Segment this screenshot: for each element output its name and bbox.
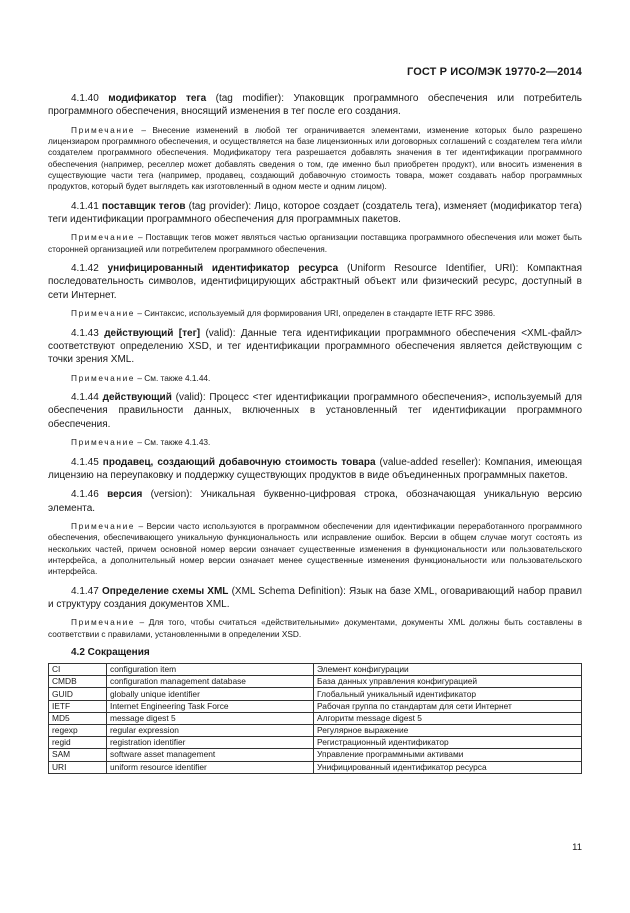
term: действующий [тег] (104, 327, 201, 339)
definition-paragraph (48, 92, 582, 119)
table-row (49, 700, 582, 712)
abbreviation-cell: CI (49, 664, 107, 676)
definition-paragraph (48, 488, 582, 515)
abbreviation-cell: URI (49, 761, 107, 773)
note-label: Примечание (71, 437, 136, 448)
note-label: Примечание (71, 521, 136, 532)
russian-term-cell: Элемент конфигурации (314, 664, 582, 676)
russian-term-cell: Глобальный уникальный идентификатор (314, 688, 582, 700)
definition-paragraph (48, 456, 582, 483)
note-label: Примечание (71, 617, 136, 628)
note-text: – См. также 4.1.44. (135, 372, 211, 383)
note-paragraph (48, 232, 582, 255)
definition-paragraph (48, 262, 582, 302)
term: продавец, создающий добавочную стоимость товара (102, 456, 376, 468)
term: действующий (102, 392, 172, 404)
clause-number: 4.1.45 (71, 456, 99, 468)
note-label: Примечание (71, 372, 136, 383)
page-number: 11 (572, 842, 582, 853)
note-text: – Поставщик тегов может являться частью организации поставщика программного обеспечения или может быть сторонней организацией или потребителем программного обеспечения. (48, 232, 582, 254)
note-text: – Для того, чтобы считаться «действительными» документами, документы XML должны быть составлены в соответствии с правилами, установленными в определении XSD. (48, 617, 582, 639)
definition-paragraph (48, 200, 582, 227)
russian-term-cell: Регулярное выражение (314, 725, 582, 737)
note-paragraph (48, 617, 582, 640)
clause-number: 4.1.40 (71, 93, 99, 104)
english-term-cell: regular expression (107, 725, 314, 737)
definition-text: (XML Schema Definition): Язык на базе XML, оговаривающий набор правил и структуру создания документов XML. (48, 585, 583, 611)
definition-text: (tag provider): Лицо, которое создает (создатель тега), изменяет (модификатор тега) теги идентификации программного обеспечения для программных пакетов. (48, 200, 582, 225)
note-text: – Синтаксис, используемый для формирования URI, определен в стандарте IETF RFC 3986. (135, 308, 496, 319)
abbreviation-cell: regid (49, 737, 107, 749)
english-term-cell: software asset management (107, 749, 314, 761)
abbreviation-cell: MD5 (49, 712, 107, 724)
table-row (49, 761, 582, 773)
table-row (49, 749, 582, 761)
clause-number: 4.1.46 (71, 489, 99, 501)
russian-term-cell: Алгоритм message digest 5 (314, 712, 582, 724)
table-row (49, 676, 582, 688)
english-term-cell: configuration item (107, 664, 314, 676)
term: унифицированный идентификатор ресурса (107, 263, 339, 274)
clause-number: 4.1.43 (71, 327, 99, 339)
section-heading: 4.2 Сокращения (71, 647, 150, 659)
definitions-list (48, 92, 582, 640)
note-paragraph (48, 308, 582, 319)
english-term-cell: globally unique identifier (107, 688, 314, 700)
note-paragraph (48, 437, 582, 448)
note-paragraph (48, 125, 582, 193)
russian-term-cell: Рабочая группа по стандартам для сети Интернет (314, 700, 582, 712)
abbreviation-cell: CMDB (49, 676, 107, 688)
clause-number: 4.1.41 (71, 200, 99, 212)
document-header: ГОСТ Р ИСО/МЭК 19770-2—2014 (407, 66, 582, 78)
russian-term-cell: База данных управления конфигурацией (314, 676, 582, 688)
clause-number: 4.1.44 (71, 392, 99, 404)
table-row (49, 725, 582, 737)
note-paragraph (48, 521, 582, 577)
clause-number: 4.1.47 (71, 585, 99, 597)
term: версия (107, 489, 143, 501)
abbreviation-cell: IETF (49, 700, 107, 712)
russian-term-cell: Регистрационный идентификатор (314, 737, 582, 749)
table-row (49, 664, 582, 676)
table-row (49, 737, 582, 749)
english-term-cell: uniform resource identifier (107, 761, 314, 773)
english-term-cell: registration identifier (107, 737, 314, 749)
abbreviation-cell: GUID (49, 688, 107, 700)
table-row (49, 712, 582, 724)
definition-text: (valid): Процесс <тег идентификации программного обеспечения>, используемый для обеспечения правильности данных, включенных в установленный тег идентификации программного обеспечения. (48, 392, 583, 430)
note-paragraph (48, 373, 582, 384)
abbreviations-table (48, 663, 582, 774)
term: модификатор тега (108, 93, 207, 104)
definition-text: (Uniform Resource Identifier, URI): Компактная последовательность символов, идентифицирующих абстрактный объект или физический ресурс, доступный в сети Интернет. (48, 263, 582, 301)
definition-paragraph (48, 327, 582, 367)
definition-paragraph (48, 585, 582, 612)
note-label: Примечание (71, 308, 136, 319)
table-row (49, 688, 582, 700)
english-term-cell: configuration management database (107, 676, 314, 688)
definition-text: (tag modifier): Упаковщик программного обеспечения или потребитель программного обеспечения, вносящий изменения в тег после его создания. (48, 93, 582, 118)
russian-term-cell: Управление программными активами (314, 749, 582, 761)
abbreviation-cell: SAM (49, 749, 107, 761)
definition-paragraph (48, 391, 582, 431)
english-term-cell: message digest 5 (107, 712, 314, 724)
term: Определение схемы XML (101, 585, 229, 597)
note-label: Примечание (71, 124, 136, 135)
note-text: – См. также 4.1.43. (135, 437, 211, 448)
russian-term-cell: Унифицированный идентификатор ресурса (314, 761, 582, 773)
page-content (48, 92, 582, 774)
abbreviation-cell: regexp (49, 725, 107, 737)
term: поставщик тегов (101, 200, 186, 212)
english-term-cell: Internet Engineering Task Force (107, 700, 314, 712)
definition-text: (version): Уникальная буквенно-цифровая строка, обозначающая уникальную версию элемента. (48, 489, 582, 514)
note-text: – Внесение изменений в любой тег ограничивается элементами, изменение которых было разрешено лицензиаром программного обеспечения, и осуществляется на базе лицензионных или договорных соглашений с создателем тега и/или создателем программного обеспечения. Модификатору тега разрешается добавлять значения в тег идентификации программного обеспечения (например, реселлер может добавлять сведения о том, где именно был приобретен продукт), или вносить изменения в существующие части тега (например, продавец, создающий добавочную стоимость товара, может создавать набор программных продуктов, который будет выглядеть как изготовленный в одном месте и одним лицом). (48, 124, 582, 192)
clause-number: 4.1.42 (71, 263, 99, 274)
definition-text: (valid): Данные тега идентификации программного обеспечения <XML-файл> соответствуют определению XSD, и тег идентификации программного обеспечения является действующим с точки зрения XML. (48, 327, 582, 366)
note-text: – Версии часто используются в программном обеспечении для идентификации переработанного программного обеспечения, обеспечивающего уникальную функциональность или исправление ошибок. Версии в общем случае могут состоять из нескольких частей, причем основной номер версии означает существенные изменения в функциональности или пользовательского интерфейса, а дополнительный номер версии означает менее существенные изменения функциональности или пользовательского интерфейса. (48, 521, 582, 577)
definition-text: (value-added reseller): Компания, имеющая лицензию на переупаковку и поддержку существующих продуктов в виде объединенных программных пакетов. (48, 456, 582, 481)
note-label: Примечание (71, 232, 136, 243)
